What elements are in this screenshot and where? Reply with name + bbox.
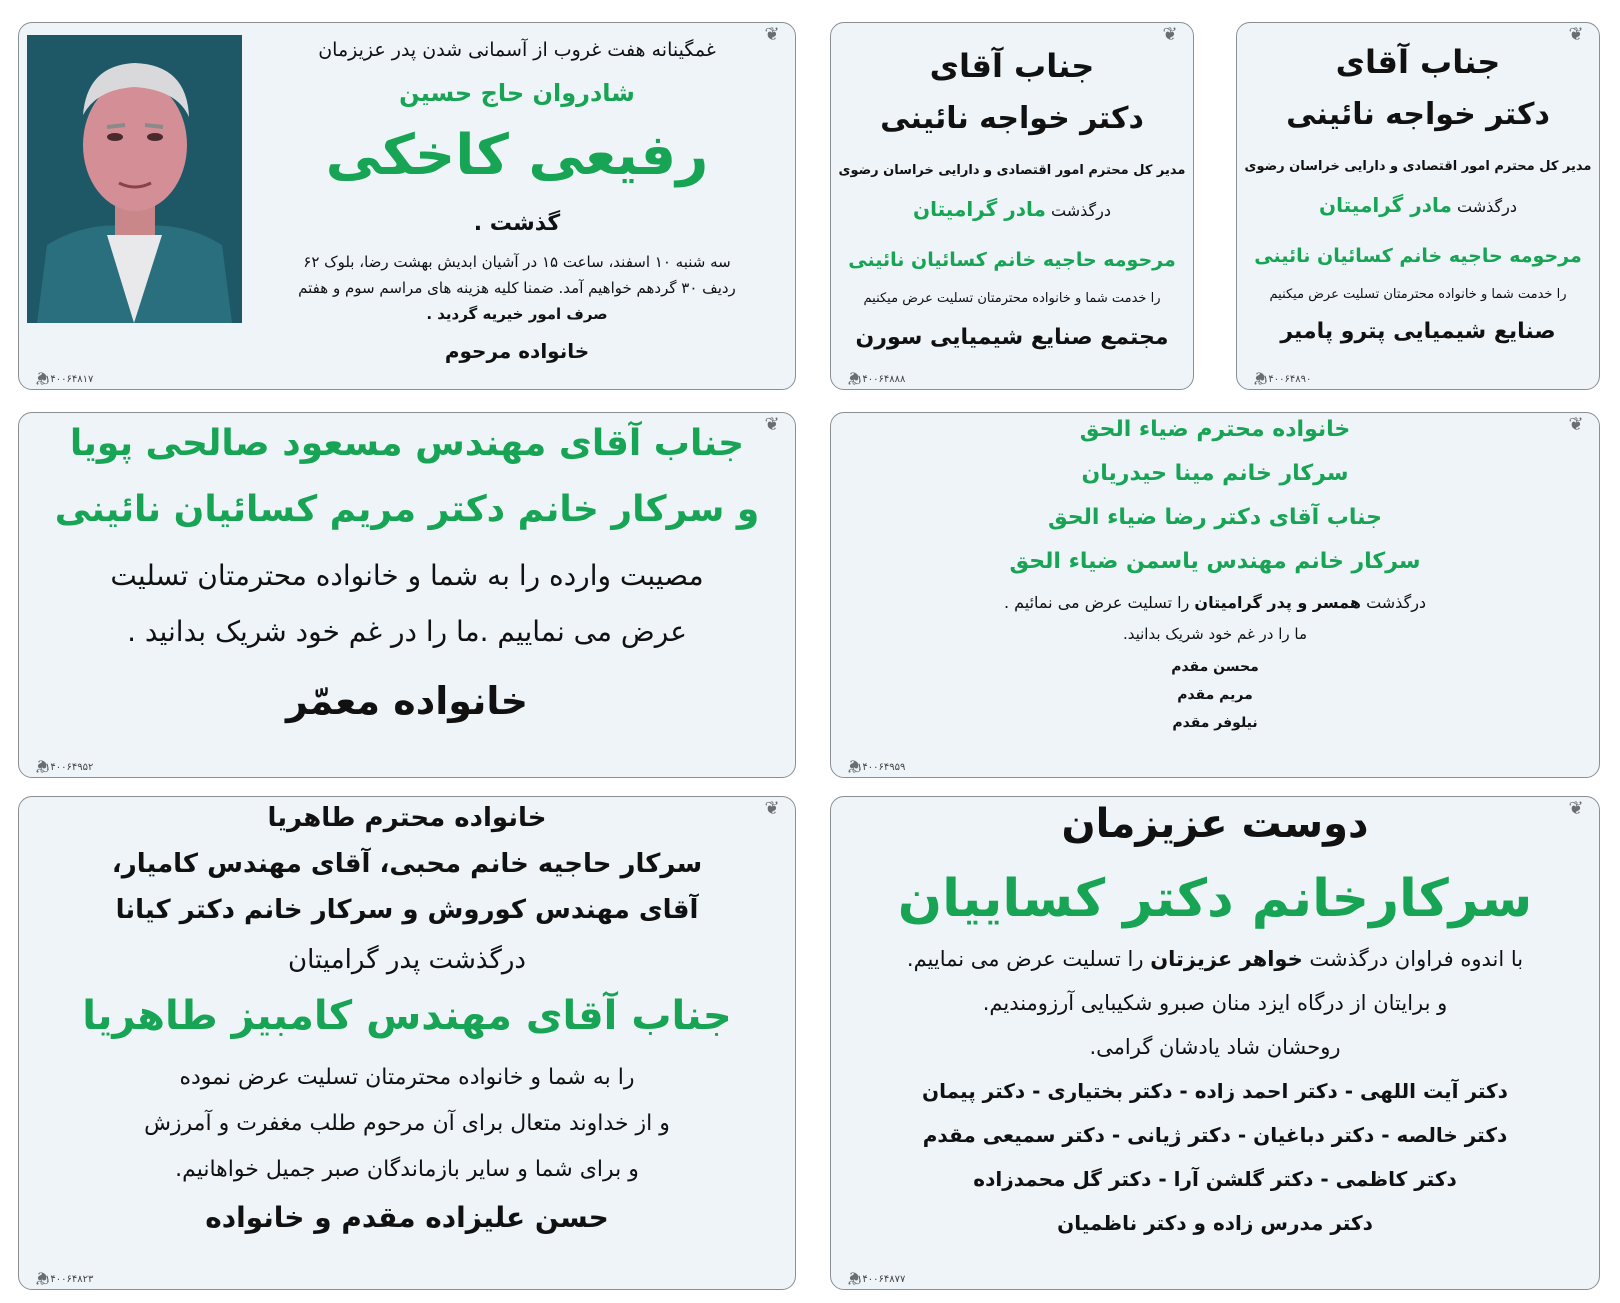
- condolence-line: را خدمت شما و خانواده محترمتان تسلیت عرض میکنیم: [1269, 287, 1567, 302]
- detail-line: صرف امور خیریه گردید .: [426, 305, 608, 323]
- recipient-line: آقای مهندس کوروش و سرکار خانم دکتر کیانا: [115, 895, 699, 925]
- intro-line: غمگینانه هفت غروب از آسمانی شدن پدر عزیزمان: [318, 39, 716, 61]
- floral-ornament-icon: ❦: [34, 367, 50, 388]
- condolence-card-moammar: [18, 412, 796, 778]
- signature: خانواده معمّر: [285, 679, 529, 723]
- recipient-line: خانواده محترم ضیاء الحق: [1079, 417, 1351, 442]
- signature: صنایع شیمیایی پترو پامیر: [1280, 319, 1556, 344]
- floral-ornament-icon: ❦: [34, 755, 50, 776]
- title-line: جناب آقای: [929, 47, 1095, 85]
- passing-line: درگذشت همسر و پدر گرامیتان را تسلیت عرض می نمائیم .: [1003, 593, 1427, 612]
- message-line: عرض می نماییم .ما را در غم خود شریک بدانید .: [127, 615, 687, 648]
- ad-code: ۱۴۰۰۶۴۹۵۹: [857, 762, 906, 773]
- floral-ornament-icon: ❦: [764, 798, 780, 819]
- floral-ornament-icon: ❦: [846, 367, 862, 388]
- signature: مجتمع صنایع شیمیایی سورن: [855, 325, 1169, 350]
- passed-text: گذشت .: [473, 211, 561, 236]
- detail-line: ردیف ۳۰ گردهم خواهیم آمد. ضمنا کلیه هزینه های مراسم سوم و هفتم: [298, 279, 736, 297]
- passing-line: درگذشت مادر گرامیتان: [913, 197, 1111, 221]
- floral-ornament-icon: ❦: [1568, 414, 1584, 435]
- signature: خانواده مرحوم: [444, 339, 590, 363]
- signature-name: مریم مقدم: [1177, 687, 1253, 703]
- signature-name: محسن مقدم: [1171, 659, 1259, 675]
- obituary-card-rafiei: [18, 22, 796, 390]
- recipient-line: سرکار خانم مینا حیدریان: [1081, 461, 1349, 486]
- ad-code: ۱۴۰۰۶۴۸۷۷: [857, 1274, 906, 1285]
- condolence-line: را خدمت شما و خانواده محترمتان تسلیت عرض میکنیم: [863, 291, 1161, 306]
- signatories-line: دکتر مدرس زاده و دکتر ناظمیان: [1057, 1211, 1373, 1235]
- ad-code: ۱۴۰۰۶۴۸۱۷: [45, 374, 94, 385]
- condolence-card-petropamir: [1236, 22, 1600, 390]
- floral-ornament-icon: ❦: [846, 755, 862, 776]
- message-line: و برایتان از درگاه ایزد منان صبرو شکیبایی آرزومندیم.: [982, 991, 1448, 1015]
- recipient-name: دکتر خواجه نائینی: [880, 101, 1144, 136]
- signature: حسن علیزاده مقدم و خانواده: [205, 1201, 609, 1234]
- title-line: جناب آقای: [1335, 43, 1501, 81]
- floral-ornament-icon: ❦: [1252, 367, 1268, 388]
- recipient-line: خانواده محترم طاهریا: [267, 803, 547, 833]
- deceased-name: رفیعی کاخکی: [325, 123, 709, 188]
- floral-ornament-icon: ❦: [1568, 24, 1584, 45]
- floral-ornament-icon: ❦: [764, 414, 780, 435]
- recipient-line: و سرکار خانم دکتر مریم کسائیان نائینی: [54, 489, 760, 530]
- passing-line: درگذشت مادر گرامیتان: [1319, 193, 1517, 217]
- ad-code: ۱۴۰۰۶۴۸۸۸: [857, 374, 906, 385]
- signature-name: نیلوفر مقدم: [1172, 715, 1258, 731]
- ad-code: ۱۴۰۰۶۴۸۲۳: [45, 1274, 94, 1285]
- floral-ornament-icon: ❦: [846, 1267, 862, 1288]
- floral-ornament-icon: ❦: [1568, 798, 1584, 819]
- recipient-name: سرکارخانم دکتر کساییان: [897, 869, 1533, 929]
- recipient-line: سرکار حاجیه خانم محبی، آقای مهندس کامیار،: [111, 849, 703, 879]
- detail-line: سه شنبه ۱۰ اسفند، ساعت ۱۵ در آشیان ابدیش بهشت رضا، بلوک ۶۲: [303, 253, 731, 271]
- floral-ornament-icon: ❦: [34, 1267, 50, 1288]
- condolence-card-ziaolhagh: [830, 412, 1600, 778]
- condolence-card-taheria: [18, 796, 796, 1290]
- title-line: شادروان حاج حسین: [399, 79, 635, 107]
- message-line: با اندوه فراوان درگذشت خواهر عزیزتان را تسلیت عرض می نماییم.: [906, 947, 1524, 971]
- condolence-card-kasaeian: [830, 796, 1600, 1290]
- position-line: مدیر کل محترم امور اقتصادی و دارایی خراسان رضوی: [838, 163, 1186, 178]
- recipient-line: جناب آقای مهندس مسعود صالحی پویا: [69, 423, 745, 464]
- recipient-line: جناب آقای دکتر رضا ضیاء الحق: [1047, 505, 1383, 530]
- message-line: را به شما و خانواده محترمتان تسلیت عرض نموده: [179, 1065, 635, 1090]
- floral-ornament-icon: ❦: [764, 24, 780, 45]
- deceased-name: مرحومه حاجیه خانم کسائیان نائینی: [1254, 245, 1582, 267]
- recipient-line: سرکار خانم مهندس یاسمن ضیاء الحق: [1009, 549, 1421, 574]
- title-line: دوست عزیزمان: [1061, 801, 1369, 847]
- floral-ornament-icon: ❦: [1162, 24, 1178, 45]
- deceased-name: جناب آقای مهندس کامبیز طاهریا: [82, 993, 732, 1039]
- deceased-name: مرحومه حاجیه خانم کسائیان نائینی: [848, 249, 1176, 271]
- deceased-photo: [27, 35, 242, 323]
- message-line: روحشان شاد یادشان گرامی.: [1089, 1035, 1341, 1059]
- recipient-name: دکتر خواجه نائینی: [1286, 97, 1550, 132]
- message-line: مصیبت وارده را به شما و خانواده محترمتان تسلیت: [110, 559, 704, 592]
- ad-code: ۱۴۰۰۶۴۸۹۰: [1263, 374, 1312, 385]
- passing-line: درگذشت پدر گرامیتان: [287, 945, 527, 975]
- condolence-card-sooren: [830, 22, 1194, 390]
- ad-code: ۱۴۰۰۶۴۹۵۲: [45, 762, 94, 773]
- message-line: ما را در غم خود شریک بدانید.: [1122, 625, 1308, 643]
- signatories-line: دکتر خالصه - دکتر دباغیان - دکتر ژیانی - دکتر سمیعی مقدم: [922, 1123, 1508, 1147]
- message-line: و برای شما و سایر بازماندگان صبر جمیل خواهانیم.: [175, 1157, 639, 1182]
- position-line: مدیر کل محترم امور اقتصادی و دارایی خراسان رضوی: [1244, 159, 1592, 174]
- signatories-line: دکتر آیت اللهی - دکتر احمد زاده - دکتر بختیاری - دکتر پیمان: [922, 1079, 1508, 1103]
- message-line: و از خداوند متعال برای آن مرحوم طلب مغفرت و آمرزش: [144, 1111, 670, 1136]
- signatories-line: دکتر کاظمی - دکتر گلشن آرا - دکتر گل محمدزاده: [973, 1167, 1457, 1191]
